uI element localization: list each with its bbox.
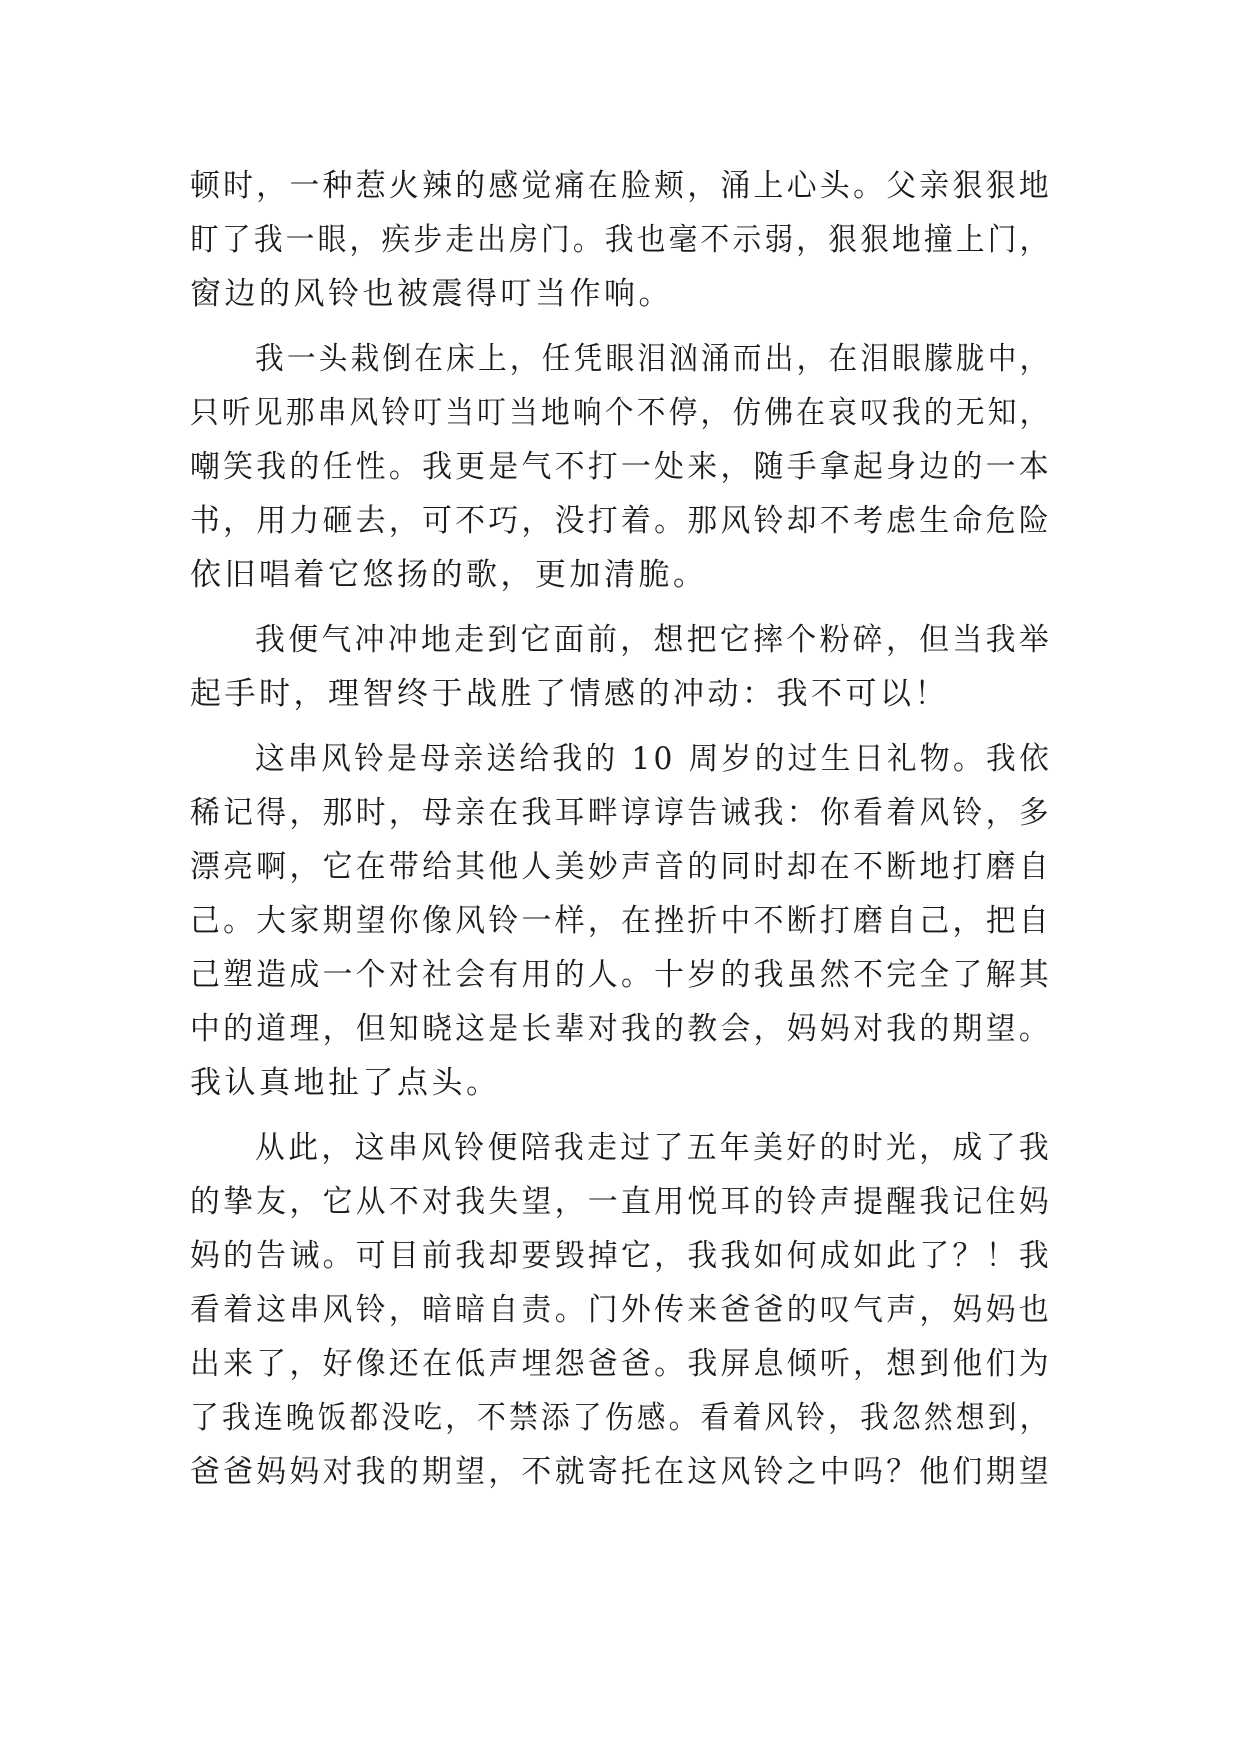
text-line: 盯了我一眼，疾步走出房门。我也毫不示弱，狠狠地撞上门， [190, 222, 1052, 258]
text-line: 中的道理，但知晓这是长辈对我的教会，妈妈对我的期望。 [190, 1011, 1053, 1047]
text-line: 稀记得，那时，母亲在我耳畔谆谆告诫我：你看着风铃，多 [190, 795, 1053, 831]
text-line: 了我连晚饭都没吃，不禁添了伤感。看着风铃，我忽然想到， [190, 1400, 1052, 1436]
text-line: 嘲笑我的任性。我更是气不打一处来，随手拿起身边的一本 [190, 449, 1053, 485]
text-line: 依旧唱着它悠扬的歌，更加清脆。 [190, 557, 708, 593]
text-line: 出来了，好像还在低声埋怨爸爸。我屏息倾听，想到他们为 [190, 1346, 1053, 1382]
text-line: 的挚友，它从不对我失望，一直用悦耳的铃声提醒我记住妈 [190, 1184, 1053, 1220]
text-line: 看着这串风铃，暗暗自责。门外传来爸爸的叹气声，妈妈也 [190, 1292, 1053, 1328]
text-line: 爸爸妈妈对我的期望，不就寄托在这风铃之中吗？他们期望 [190, 1454, 1053, 1490]
text-line: 我认真地扯了点头。 [190, 1065, 501, 1101]
text-line: 我一头栽倒在床上，任凭眼泪汹涌而出，在泪眼朦胧中， [255, 341, 1052, 377]
text-line: 己塑造成一个对社会有用的人。十岁的我虽然不完全了解其 [190, 957, 1053, 993]
text-line: 顿时，一种惹火辣的感觉痛在脸颊，涌上心头。父亲狠狠地 [190, 168, 1053, 204]
text-line: 窗边的风铃也被震得叮当作响。 [190, 276, 673, 312]
text-line: 只听见那串风铃叮当叮当地响个不停，仿佛在哀叹我的无知， [190, 395, 1052, 431]
text-line: 书，用力砸去，可不巧，没打着。那风铃却不考虑生命危险 [190, 503, 1053, 539]
text-line: 这串风铃是母亲送给我的 10 周岁的过生日礼物。我依 [255, 741, 1053, 777]
text-line: 我便气冲冲地走到它面前，想把它摔个粉碎，但当我举 [255, 622, 1053, 658]
text-line: 己。大家期望你像风铃一样，在挫折中不断打磨自己，把自 [190, 903, 1053, 939]
text-line: 妈的告诫。可目前我却要毁掉它，我我如何成如此了？！我 [190, 1238, 1053, 1274]
text-line: 漂亮啊，它在带给其他人美妙声音的同时却在不断地打磨自 [190, 849, 1053, 885]
text-line: 从此，这串风铃便陪我走过了五年美好的时光，成了我 [255, 1130, 1053, 1166]
text-line: 起手时，理智终于战胜了情感的冲动：我不可以！ [190, 676, 949, 712]
